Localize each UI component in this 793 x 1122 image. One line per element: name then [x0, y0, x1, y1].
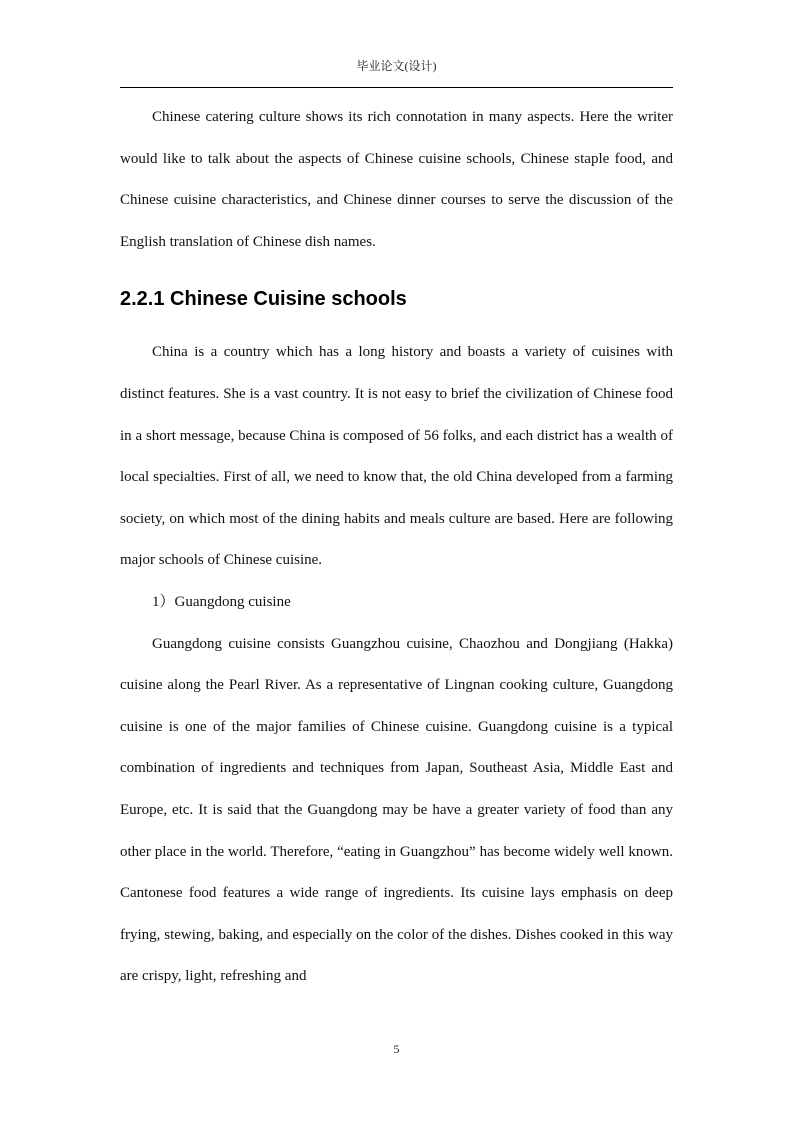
header-divider [120, 87, 673, 88]
page-header: 毕业论文(设计) [356, 59, 437, 73]
page-number: 5 [393, 1042, 400, 1056]
cuisine-schools-paragraph: China is a country which has a long history and boasts a variety of cuisines with distinct features. She is a vast country. It is not easy to brief the civilization of Chinese food in a short message, because China is composed of 56 folks, and each district has a wealth of local specialties. First of all, we need to know that, the old China developed from a farming society, on which most of the dining habits and meals culture are based. Here are following major schools of Chinese cuisine. [120, 344, 673, 569]
list-item-guangdong: 1）Guangdong cuisine [152, 593, 291, 610]
guangdong-paragraph: Guangdong cuisine consists Guangzhou cuisine, Chaozhou and Dongjiang (Hakka) cuisine along the Pearl River. As a representative of Lingnan cooking culture, Guangdong cuisine is one of the major families of Chinese cuisine. Guangdong cuisine is a typical combination of ingredients and techniques from Japan, Southeast Asia, Middle East and Europe, etc. It is said that the Guangdong may be have a greater variety of food than any other place in the world. Therefore, “eating in Guangzhou” has become widely well known. Cantonese food features a wide range of ingredients. Its cuisine lays emphasis on deep frying, stewing, baking, and especially on the color of the dishes. Dishes cooked in this way are crispy, light, refreshing and [120, 635, 673, 985]
page-content [120, 97, 673, 998]
section-heading: 2.2.1 Chinese Cuisine schools [120, 288, 407, 311]
intro-paragraph: Chinese catering culture shows its rich connotation in many aspects. Here the writer would like to talk about the aspects of Chinese cuisine schools, Chinese staple food, and Chinese cuisine characteristics, and Chinese dinner courses to serve the discussion of the English translation of Chinese dish names. [120, 109, 673, 250]
